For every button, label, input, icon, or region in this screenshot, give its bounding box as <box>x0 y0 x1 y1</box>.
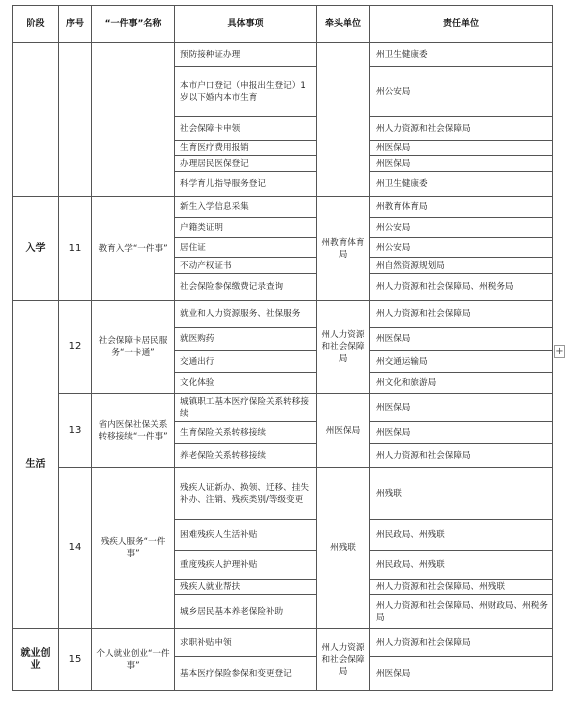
resp-cell: 州教育体育局 <box>370 197 553 218</box>
seq-cell: 12 <box>59 301 92 394</box>
resp-cell: 州公安局 <box>370 238 553 258</box>
stage-cell-birth <box>13 43 59 197</box>
lead-cell: 州人力资源和社会保障局 <box>317 629 370 691</box>
table-row <box>13 394 553 422</box>
lead-cell: 州人力资源和社会保障局 <box>317 301 370 394</box>
item-cell: 残疾人证新办、换领、迁移、挂失补办、注销、残疾类别/等级变更 <box>175 468 317 520</box>
resp-cell: 州人力资源和社会保障局、州残联 <box>370 580 553 595</box>
item-cell: 户籍类证明 <box>175 218 317 238</box>
table-row <box>13 197 553 218</box>
item-cell: 就业和人力资源服务、社保服务 <box>175 301 317 328</box>
header-lead: 牵头单位 <box>317 6 370 43</box>
resp-cell: 州医保局 <box>370 156 553 172</box>
header-name: “一件事”名称 <box>92 6 175 43</box>
lead-cell: 州残联 <box>317 468 370 629</box>
item-cell: 城镇职工基本医疗保险关系转移接续 <box>175 394 317 422</box>
table-header-row <box>13 6 553 43</box>
resp-cell: 州医保局 <box>370 394 553 422</box>
table-row <box>13 468 553 520</box>
name-cell: 教育入学“一件事” <box>92 197 175 301</box>
stage-cell-ruxue: 入学 <box>13 197 59 301</box>
task-table <box>12 5 553 691</box>
resp-cell: 州医保局 <box>370 657 553 691</box>
item-cell: 生育医疗费用报销 <box>175 141 317 156</box>
item-cell: 本市户口登记（申报出生登记）1岁以下婚内本市生育 <box>175 67 317 117</box>
name-cell: 残疾人服务“一件事” <box>92 468 175 629</box>
resp-cell: 州民政局、州残联 <box>370 551 553 580</box>
item-cell: 预防接种证办理 <box>175 43 317 67</box>
header-stage: 阶段 <box>13 6 59 43</box>
resp-cell: 州公安局 <box>370 218 553 238</box>
lead-cell: 州医保局 <box>317 394 370 468</box>
name-cell: 个人就业创业“一件事” <box>92 629 175 691</box>
item-cell: 基本医疗保险参保和变更登记 <box>175 657 317 691</box>
lead-cell: 州教育体育局 <box>317 197 370 301</box>
resp-cell: 州文化和旅游局 <box>370 373 553 394</box>
resp-cell: 州人力资源和社会保障局 <box>370 301 553 328</box>
name-cell <box>92 43 175 197</box>
resp-cell: 州人力资源和社会保障局 <box>370 629 553 657</box>
item-cell: 残疾人就业帮扶 <box>175 580 317 595</box>
item-cell: 重度残疾人护理补贴 <box>175 551 317 580</box>
header-resp: 责任单位 <box>370 6 553 43</box>
item-cell: 城乡居民基本养老保险补助 <box>175 595 317 629</box>
item-cell: 交通出行 <box>175 351 317 373</box>
name-cell: 省内医保社保关系转移接续“一件事” <box>92 394 175 468</box>
header-seq: 序号 <box>59 6 92 43</box>
stage-cell-jiuye: 就业创业 <box>13 629 59 691</box>
item-cell: 办理居民医保登记 <box>175 156 317 172</box>
item-cell: 就医购药 <box>175 328 317 351</box>
item-cell: 科学育儿指导服务登记 <box>175 172 317 197</box>
table-row <box>13 629 553 657</box>
resp-cell: 州人力资源和社会保障局、州税务局 <box>370 274 553 301</box>
item-cell: 求职补贴申领 <box>175 629 317 657</box>
resp-cell: 州医保局 <box>370 141 553 156</box>
seq-cell: 14 <box>59 468 92 629</box>
stage-cell-shenghuo: 生活 <box>13 301 59 629</box>
seq-cell: 11 <box>59 197 92 301</box>
resp-cell: 州残联 <box>370 468 553 520</box>
table-row <box>13 43 553 67</box>
item-cell: 养老保险关系转移接续 <box>175 444 317 468</box>
item-cell: 文化体验 <box>175 373 317 394</box>
resp-cell: 州人力资源和社会保障局、州财政局、州税务局 <box>370 595 553 629</box>
item-cell: 社会保障卡申领 <box>175 117 317 141</box>
resp-cell: 州卫生健康委 <box>370 172 553 197</box>
lead-cell <box>317 43 370 197</box>
seq-cell: 15 <box>59 629 92 691</box>
resp-cell: 州自然资源规划局 <box>370 258 553 274</box>
resp-cell: 州民政局、州残联 <box>370 520 553 551</box>
add-row-marker[interactable]: + <box>555 346 564 357</box>
item-cell: 社会保险参保缴费记录查询 <box>175 274 317 301</box>
item-cell: 生育保险关系转移接续 <box>175 422 317 444</box>
item-cell: 困难残疾人生活补贴 <box>175 520 317 551</box>
item-cell: 新生入学信息采集 <box>175 197 317 218</box>
seq-cell: 13 <box>59 394 92 468</box>
resp-cell: 州医保局 <box>370 422 553 444</box>
item-cell: 居住证 <box>175 238 317 258</box>
name-cell: 社会保障卡居民服务“一卡通” <box>92 301 175 394</box>
resp-cell: 州人力资源和社会保障局 <box>370 117 553 141</box>
header-items: 具体事项 <box>175 6 317 43</box>
resp-cell: 州医保局 <box>370 328 553 351</box>
table-row <box>13 301 553 328</box>
resp-cell: 州人力资源和社会保障局 <box>370 444 553 468</box>
seq-cell <box>59 43 92 197</box>
resp-cell: 州交通运输局 <box>370 351 553 373</box>
item-cell: 不动产权证书 <box>175 258 317 274</box>
resp-cell: 州卫生健康委 <box>370 43 553 67</box>
resp-cell: 州公安局 <box>370 67 553 117</box>
